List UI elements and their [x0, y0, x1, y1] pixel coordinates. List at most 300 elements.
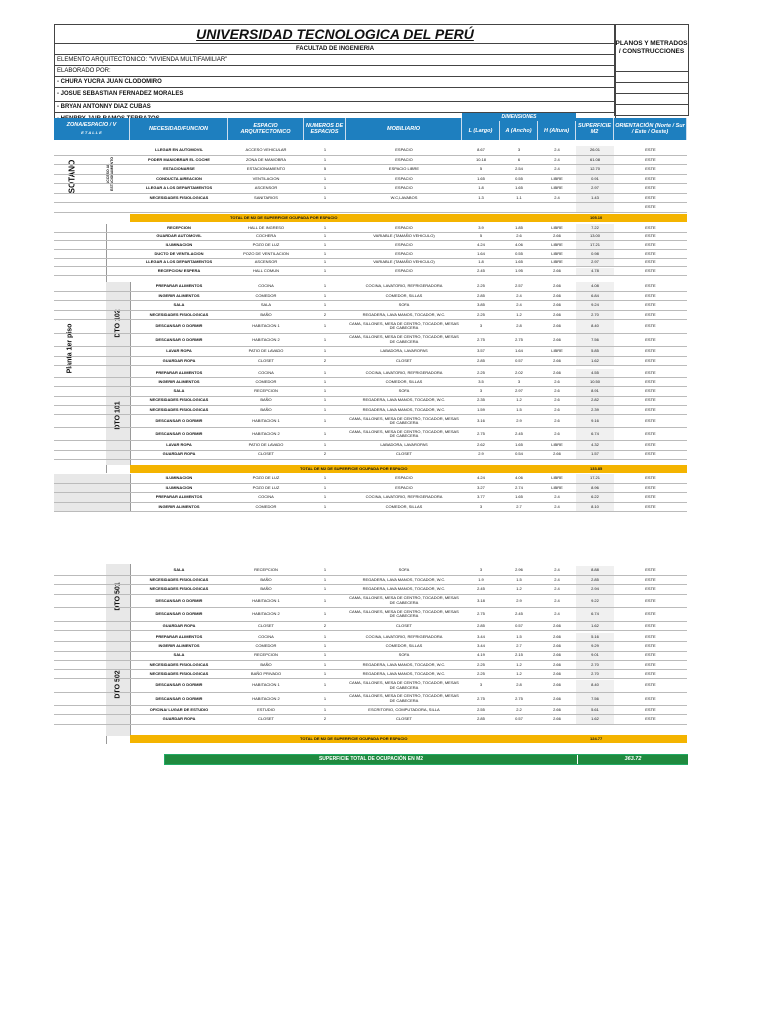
cell-largo: 2.75 — [477, 336, 485, 342]
table-row — [54, 484, 687, 494]
table-row — [54, 566, 687, 576]
cell-mobiliario: VARIABLE (TAMAÑO VEHICULO) — [373, 233, 435, 239]
cell-superficie: 9.24 — [576, 301, 614, 310]
cell-necesidad: LAVAR ROPA — [166, 442, 192, 448]
cell-largo: 3 — [479, 323, 483, 328]
cell-espacio: BAÑO — [260, 406, 272, 412]
total-upper-value: 124.77 — [590, 736, 603, 741]
cell-espacio: BAÑO — [260, 586, 272, 591]
cell-orientacion: ESTE — [645, 268, 656, 274]
col-ancho: A (Ancho) — [500, 121, 538, 140]
cell-numero: 1 — [323, 388, 327, 394]
cell-superficie: 1.62 — [576, 622, 614, 631]
cell-ancho: 2.75 — [515, 695, 523, 701]
cell-necesidad: SALA — [173, 388, 185, 394]
cell-espacio: COMEDOR — [255, 643, 277, 649]
cell-necesidad: DESCANSAR O DORMIR — [155, 695, 203, 701]
cell-largo: 2.55 — [477, 706, 485, 712]
cell-largo: 3.27 — [477, 484, 485, 490]
cell-numero: 2 — [323, 311, 327, 317]
cell-mobiliario: CAMA, SILLONES, MESA DE CENTRO, TOCADOR, MESAS DE CABECERA — [349, 595, 459, 605]
cell-orientacion: ESTE — [645, 323, 656, 328]
col-espacio: ESPACIO ARQUITECTONICO — [228, 118, 304, 140]
zone-sotano-label: SOTANO — [67, 159, 77, 194]
cell-ancho: 1.95 — [515, 268, 523, 274]
cell-ancho: 2.97 — [515, 388, 523, 394]
cell-alto: 2.4 — [554, 156, 560, 162]
cell-superficie: 4.32 — [576, 441, 614, 449]
cell-mobiliario: SOFA — [398, 567, 410, 572]
table-row — [54, 474, 687, 484]
cell-alto: 2.4 — [554, 494, 560, 499]
cell-ancho: 1.5 — [516, 406, 522, 412]
cell-espacio: SANITARIOS — [254, 194, 278, 200]
cell-largo: 1.3 — [478, 194, 484, 200]
cell-superficie: 4.08 — [576, 282, 614, 291]
cell-largo: 1.59 — [477, 406, 485, 412]
cell-necesidad: DUCTO DE VENTILACION — [154, 250, 204, 256]
cell-orientacion: ESTE — [645, 241, 656, 247]
cell-mobiliario — [346, 203, 462, 212]
cell-numero: 1 — [323, 633, 327, 639]
cell-alto: LIBRE — [551, 175, 563, 181]
cell-alto: 2.66 — [553, 716, 561, 722]
cell-largo: 8.67 — [477, 147, 485, 152]
cell-orientacion: ESTE — [645, 379, 656, 385]
cell-orientacion: ESTE — [645, 185, 656, 190]
cell-ancho: 1.2 — [516, 586, 522, 591]
cell-mobiliario: COMEDOR, SILLAS — [385, 292, 423, 298]
cell-superficie: 2.70 — [576, 670, 614, 678]
cell-espacio: BAÑO — [260, 311, 272, 317]
cell-alto: 2.66 — [553, 311, 561, 317]
cell-superficie: 2.82 — [576, 397, 614, 405]
cell-largo: 2.25 — [477, 311, 485, 317]
zone-dto502-label: DTO 502 — [114, 670, 122, 699]
cell-largo: 3.16 — [477, 417, 485, 423]
grand-total-label: SUPERFICIE TOTAL DE OCUPACIÓN EN M2 — [165, 755, 577, 764]
cell-espacio: PATIO DE LAVADO — [248, 442, 284, 448]
cell-orientacion: ESTE — [645, 431, 656, 437]
cell-numero: 1 — [323, 503, 327, 509]
cell-orientacion: ESTE — [645, 406, 656, 412]
cell-superficie: 61.08 — [576, 156, 614, 165]
course-label: PLANOS Y METRADOS / CONSTRUCCIONES — [614, 24, 689, 72]
cell-numero: 1 — [323, 194, 327, 200]
cell-mobiliario: CAMA, SILLONES, MESA DE CENTRO, TOCADOR, MESAS DE CABECERA — [349, 608, 459, 619]
cell-espacio: HABITACION 1 — [252, 323, 280, 328]
cell-numero: 1 — [323, 323, 327, 328]
cell-orientacion: ESTE — [645, 175, 656, 181]
cell-ancho: 2.45 — [515, 611, 523, 616]
cell-largo: 2.85 — [477, 357, 485, 363]
cell-necesidad: NECESIDADES FISIOLOGICAS — [149, 406, 209, 412]
cell-espacio: BAÑO — [260, 576, 272, 582]
table-row — [54, 428, 687, 441]
course-cell-4 — [614, 104, 689, 116]
cell-alto: LIBRE — [551, 442, 563, 448]
cell-espacio: CLOSET — [257, 622, 274, 628]
cell-superficie: 7.22 — [576, 224, 614, 232]
cell-necesidad: CONDUCTA AIREACION — [156, 175, 202, 181]
cell-alto: 2.66 — [553, 292, 561, 298]
cell-espacio: COMEDOR — [255, 503, 277, 509]
cell-alto: 2.66 — [553, 706, 561, 712]
cell-necesidad: INGERIR ALIMENTOS — [158, 643, 200, 649]
cell-numero: 1 — [323, 417, 327, 423]
grand-total — [164, 754, 688, 765]
cell-necesidad: INGERIR ALIMENTOS — [158, 503, 200, 509]
col-numero: NUMEROS DE ESPACIOS — [304, 118, 346, 140]
cell-orientacion: ESTE — [645, 357, 656, 363]
cell-orientacion: ESTE — [645, 388, 656, 394]
zone-dto501-label: DTO 501 — [114, 582, 122, 611]
cell-espacio: ASCENSOR — [254, 259, 278, 265]
cell-superficie: 10.50 — [576, 378, 614, 386]
table-row — [54, 415, 687, 428]
cell-numero: 1 — [323, 348, 327, 353]
cell-numero: 1 — [323, 406, 327, 412]
cell-largo: 1.8 — [478, 259, 484, 265]
col-zona — [54, 118, 130, 140]
cell-largo: 4.24 — [477, 475, 485, 480]
cell-alto: 2.4 — [554, 147, 560, 152]
total-sotano-value: 105.10 — [590, 215, 603, 220]
cell-necesidad: DESCANSAR O DORMIR — [155, 336, 203, 342]
cell-necesidad: NECESIDADES FISIOLOGICAS — [149, 661, 209, 667]
cell-superficie: 6.74 — [576, 428, 614, 440]
cell-mobiliario: CAMA, SILLONES, MESA DE CENTRO, TOCADOR, MESAS DE CABECERA — [349, 320, 459, 331]
cell-numero: 2 — [323, 716, 327, 722]
cell-espacio — [228, 203, 304, 212]
cell-numero: 1 — [323, 586, 327, 591]
cell-orientacion: ESTE — [645, 671, 656, 677]
cell-orientacion: ESTE — [645, 451, 656, 457]
cell-alto: 2.66 — [553, 633, 561, 639]
cell-mobiliario: COCINA, LAVATORIO, REFRIGERADORA — [365, 633, 443, 639]
table-row — [54, 642, 687, 651]
table-row — [54, 595, 687, 609]
cell-necesidad: NECESIDADES FISIOLOGICAS — [149, 576, 209, 582]
cell-numero: 1 — [323, 175, 327, 181]
cell-necesidad: INGERIR ALIMENTOS — [158, 379, 200, 385]
cell-largo: 5 — [479, 166, 483, 171]
table-row — [54, 292, 687, 302]
cell-ancho: 1.2 — [516, 311, 522, 317]
cell-ancho: 1.65 — [515, 494, 523, 499]
cell-mobiliario: CLOSET — [395, 622, 412, 628]
cell-necesidad: LAVAR ROPA — [166, 348, 192, 353]
cell-largo: 1.8 — [478, 185, 484, 190]
cell-largo: 3 — [479, 567, 483, 572]
cell-ancho: 2.57 — [515, 283, 523, 288]
cell-ancho: 1.65 — [515, 442, 523, 448]
cell-espacio: PATIO DE LAVADO — [248, 348, 284, 353]
cell-orientacion: ESTE — [645, 586, 656, 591]
cell-necesidad: GUARDAR AUTOMOVIL — [156, 233, 202, 239]
cell-espacio: HABITACION 2 — [252, 695, 280, 701]
cell-superficie: 2.70 — [576, 661, 614, 669]
zone-planta1-label: Planta 1er piso — [66, 323, 74, 374]
cell-ancho: 4.06 — [515, 241, 523, 247]
cell-numero: 1 — [323, 156, 327, 162]
cell-mobiliario: CAMA, SILLONES, MESA DE CENTRO, TOCADOR, MESAS DE CABECERA — [349, 428, 459, 439]
table-row — [54, 175, 687, 185]
cell-espacio: ACCESO VEHICULAR — [245, 147, 287, 152]
cell-orientacion: ESTE — [645, 147, 656, 152]
cell-ancho: 1.65 — [515, 185, 523, 190]
cell-necesidad: PREPARAR ALIMENTOS — [155, 633, 203, 639]
table-row — [54, 706, 687, 715]
cell-mobiliario: REGADERA, LAVA MANOS, TOCADOR, W.C. — [362, 311, 446, 317]
cell-necesidad: INGERIR ALIMENTOS — [158, 292, 200, 298]
cell-superficie: 6.22 — [576, 493, 614, 502]
table-row — [54, 680, 687, 693]
cell-espacio: HABITACION 1 — [252, 597, 280, 603]
cell-numero: 5 — [323, 166, 327, 171]
cell-superficie: 1.43 — [576, 194, 614, 203]
cell-mobiliario: ESPACIO — [395, 484, 413, 490]
cell-mobiliario: CAMA, SILLONES, MESA DE CENTRO, TOCADOR, MESAS DE CABECERA — [349, 693, 459, 703]
cell-numero: 1 — [323, 576, 327, 582]
cell-orientacion: ESTE — [645, 397, 656, 403]
table-row — [54, 652, 687, 661]
cell-numero: 1 — [323, 475, 327, 480]
cell-alto: 2.66 — [553, 451, 561, 457]
cell-largo: 2.85 — [477, 622, 485, 628]
cell-superficie — [576, 203, 614, 212]
cell-necesidad: NECESIDADES FISIOLOGICAS — [149, 311, 209, 317]
cell-largo: 2.9 — [478, 451, 484, 457]
cell-superficie: 26.01 — [576, 146, 614, 155]
cell-necesidad: ILUMINACION — [165, 484, 193, 490]
cell-alto: 2.4 — [554, 194, 560, 200]
cell-mobiliario: ESPACIO — [395, 268, 413, 274]
cell-alto: 2.66 — [553, 671, 561, 677]
table-row — [54, 585, 687, 595]
cell-orientacion: ESTE — [645, 336, 656, 342]
total-planta1-label: TOTAL DE M2 DE SUPERFICIE OCUPADA POR ESPACIO — [300, 466, 408, 471]
cell-mobiliario: REGADERA, LAVA MANOS, TOCADOR, W.C. — [362, 406, 446, 412]
page-title: UNIVERSIDAD TECNOLOGICA DEL PERÚ — [55, 25, 615, 44]
cell-alto: 2.4 — [554, 597, 560, 603]
cell-numero: 1 — [323, 706, 327, 712]
cell-orientacion: ESTE — [645, 716, 656, 722]
cell-ancho: 2.15 — [515, 652, 523, 658]
col-necesidad: NECESIDAD/FUNCION — [130, 118, 228, 140]
cell-orientacion: ESTE — [645, 204, 656, 209]
cell-alto: 2.4 — [554, 567, 560, 572]
cell-superficie: 8.40 — [576, 680, 614, 692]
cell-espacio: HALL COMUN — [252, 268, 280, 274]
cell-espacio: COCINA — [258, 369, 274, 375]
cell-orientacion: ESTE — [645, 233, 656, 239]
cell-largo: 1.64 — [477, 250, 485, 256]
cell-ancho: 2.6 — [516, 233, 522, 239]
cell-superficie: 5.16 — [576, 633, 614, 641]
table-row — [54, 387, 687, 396]
cell-ancho: 1.2 — [516, 661, 522, 667]
cell-superficie: 9.29 — [576, 642, 614, 650]
cell-numero: 1 — [323, 233, 327, 239]
cell-superficie: 13.00 — [576, 233, 614, 241]
cell-orientacion: ESTE — [645, 622, 656, 628]
cell-orientacion: ESTE — [645, 567, 656, 572]
cell-mobiliario: ESPACIO — [395, 241, 413, 247]
cell-ancho: 1.85 — [515, 224, 523, 230]
cell-alto: 2.6 — [554, 417, 560, 423]
cell-mobiliario: REGADERA, LAVA MANOS, TOCADOR, W.C. — [362, 671, 446, 677]
cell-largo: 5 — [479, 233, 483, 239]
zone-dto102-label: DTO 102 — [114, 309, 122, 338]
total-planta1 — [130, 465, 687, 473]
cell-espacio: COMEDOR — [255, 292, 277, 298]
cell-superficie: 17.21 — [576, 474, 614, 483]
cell-superficie: 17.21 — [576, 241, 614, 249]
cell-superficie: 9.22 — [576, 595, 614, 608]
cell-orientacion: ESTE — [645, 633, 656, 639]
cell-mobiliario: REGADERA, LAVA MANOS, TOCADOR, W.C. — [362, 586, 446, 591]
cell-orientacion: ESTE — [645, 661, 656, 667]
cell-superficie: 1.62 — [576, 715, 614, 723]
cell-superficie: 8.10 — [576, 503, 614, 512]
cell-ancho: 1.2 — [516, 397, 522, 403]
cell-mobiliario: CAMA, SILLONES, MESA DE CENTRO, TOCADOR, MESAS DE CABECERA — [349, 334, 459, 344]
table-row — [54, 165, 687, 175]
cell-superficie: 2.85 — [576, 576, 614, 585]
cell-orientacion: ESTE — [645, 484, 656, 490]
cell-numero: 1 — [323, 442, 327, 448]
cell-alto: 2.4 — [554, 611, 560, 616]
table-row — [54, 203, 687, 213]
cell-mobiliario: LABADORA, LAVAROPAS — [380, 442, 428, 448]
cell-mobiliario: COCINA, LAVATORIO, REFRIGERADORA — [365, 494, 443, 499]
cell-espacio: POZO DE VENTILACION — [243, 250, 289, 256]
cell-necesidad: ILUMINACION — [165, 241, 193, 247]
author-3: - BRYAN ANTONNY DIAZ CUBAS — [55, 102, 615, 113]
cell-espacio: POZO DE LUZ — [252, 475, 280, 480]
cell-ancho — [500, 203, 538, 212]
cell-orientacion: ESTE — [645, 302, 656, 307]
cell-largo: 2.85 — [477, 716, 485, 722]
cell-largo: 1.9 — [478, 576, 484, 582]
table-row — [54, 194, 687, 204]
cell-necesidad: RECEPCION — [167, 224, 191, 230]
cell-alto: 2.6 — [554, 397, 560, 403]
cell-ancho: 2.45 — [515, 431, 523, 437]
cell-espacio: BAÑO — [260, 661, 272, 667]
cell-alto: 2.4 — [554, 166, 560, 171]
cell-orientacion: ESTE — [645, 682, 656, 688]
cell-largo: 2.25 — [477, 671, 485, 677]
cell-necesidad: RECEPCION/ ESPERA — [157, 268, 201, 274]
cell-largo: 2.45 — [477, 268, 485, 274]
total-upper-label: TOTAL DE M2 DE SUPERFICIE OCUPADA POR ESPACIO — [300, 736, 408, 741]
cell-necesidad: PODER MANIOBRAR EL COCHE — [148, 156, 210, 162]
cell-espacio: VENTILACION — [252, 175, 280, 181]
cell-largo: 2.25 — [477, 661, 485, 667]
cell-numero: 1 — [323, 224, 327, 230]
total-sotano-label: TOTAL DE M2 DE SUPERFICIE OCUPADA POR ESPACIO — [230, 215, 338, 220]
cell-orientacion: ESTE — [645, 250, 656, 256]
cell-mobiliario: CAMA, SILLONES, MESA DE CENTRO, TOCADOR, MESAS DE CABECERA — [349, 415, 459, 426]
cell-necesidad: GUARDAR ROPA — [162, 451, 196, 457]
cell-alto: 2.66 — [553, 268, 561, 274]
table-row — [54, 661, 687, 670]
cell-necesidad: NECESIDADES FISIOLOGICAS — [149, 194, 209, 200]
cell-necesidad: SALA — [173, 302, 185, 307]
element-label: ELEMENTO ARQUITECTONICO: "VIVIENDA MULTIFAMILIAR" — [55, 55, 615, 66]
cell-ancho: 3 — [517, 147, 521, 152]
cell-orientacion: ESTE — [645, 475, 656, 480]
cell-orientacion: ESTE — [645, 643, 656, 649]
cell-numero: 1 — [323, 494, 327, 499]
cell-largo: 2.25 — [477, 369, 485, 375]
cell-largo: 2.75 — [477, 695, 485, 701]
cell-largo: 3.44 — [477, 633, 485, 639]
cell-ancho: 0.57 — [515, 622, 523, 628]
cell-alto: LIBRE — [551, 185, 563, 190]
cell-necesidad: PREPARAR ALIMENTOS — [155, 369, 203, 375]
cell-espacio: COCINA — [258, 633, 274, 639]
cell-alto: 2.6 — [554, 431, 560, 437]
cell-superficie: 6.84 — [576, 292, 614, 301]
cell-largo: 3 — [479, 682, 483, 688]
cell-numero: 1 — [323, 259, 327, 265]
cell-orientacion: ESTE — [645, 348, 656, 353]
cell-alto: 2.4 — [554, 586, 560, 591]
cell-mobiliario: LABADORA, LAVAROPAS — [380, 348, 428, 353]
table-row — [54, 184, 687, 194]
cell-espacio: POZO DE LUZ — [252, 241, 280, 247]
cell-alto: 2.6 — [554, 379, 560, 385]
cell-orientacion: ESTE — [645, 156, 656, 162]
cell-superficie: 9.01 — [576, 652, 614, 660]
cell-largo: 3.9 — [478, 224, 484, 230]
cell-ancho: 2.7 — [516, 503, 522, 509]
cell-alto: 2.66 — [553, 622, 561, 628]
cell-numero: 1 — [323, 369, 327, 375]
cell-alto: 2.66 — [553, 283, 561, 288]
cell-mobiliario: ESPACIO — [395, 224, 413, 230]
table-row — [54, 441, 687, 450]
cell-orientacion: ESTE — [645, 442, 656, 448]
cell-alto: LIBRE — [551, 475, 563, 480]
cell-mobiliario: ESPACIO — [395, 475, 413, 480]
cell-necesidad — [130, 203, 228, 212]
cell-ancho: 2.74 — [515, 484, 523, 490]
cell-espacio: HABITACION 2 — [252, 611, 280, 616]
cell-mobiliario: SOFA — [398, 652, 410, 658]
cell-espacio: HABITACION 1 — [252, 417, 280, 423]
cell-numero: 1 — [323, 661, 327, 667]
cell-ancho: 2.4 — [516, 302, 522, 307]
cell-superficie: 8.88 — [576, 566, 614, 575]
col-zona-sub: E T A L L E — [81, 130, 102, 135]
cell-necesidad: SALA — [173, 567, 185, 572]
cell-necesidad: DESCANSAR O DORMIR — [155, 682, 203, 688]
cell-orientacion: ESTE — [645, 503, 656, 509]
cell-orientacion: ESTE — [645, 283, 656, 288]
cell-mobiliario: CAMA, SILLONES, MESA DE CENTRO, TOCADOR, MESAS DE CABECERA — [349, 680, 459, 690]
cell-mobiliario: SOFA — [398, 388, 410, 394]
cell-largo: 3.5 — [478, 379, 484, 385]
cell-ancho: 1.64 — [515, 348, 523, 353]
cell-necesidad: DESCANSAR O DORMIR — [155, 323, 203, 328]
cell-numero: 1 — [323, 268, 327, 274]
table-row — [54, 670, 687, 679]
cell-ancho: 2.8 — [516, 323, 522, 328]
